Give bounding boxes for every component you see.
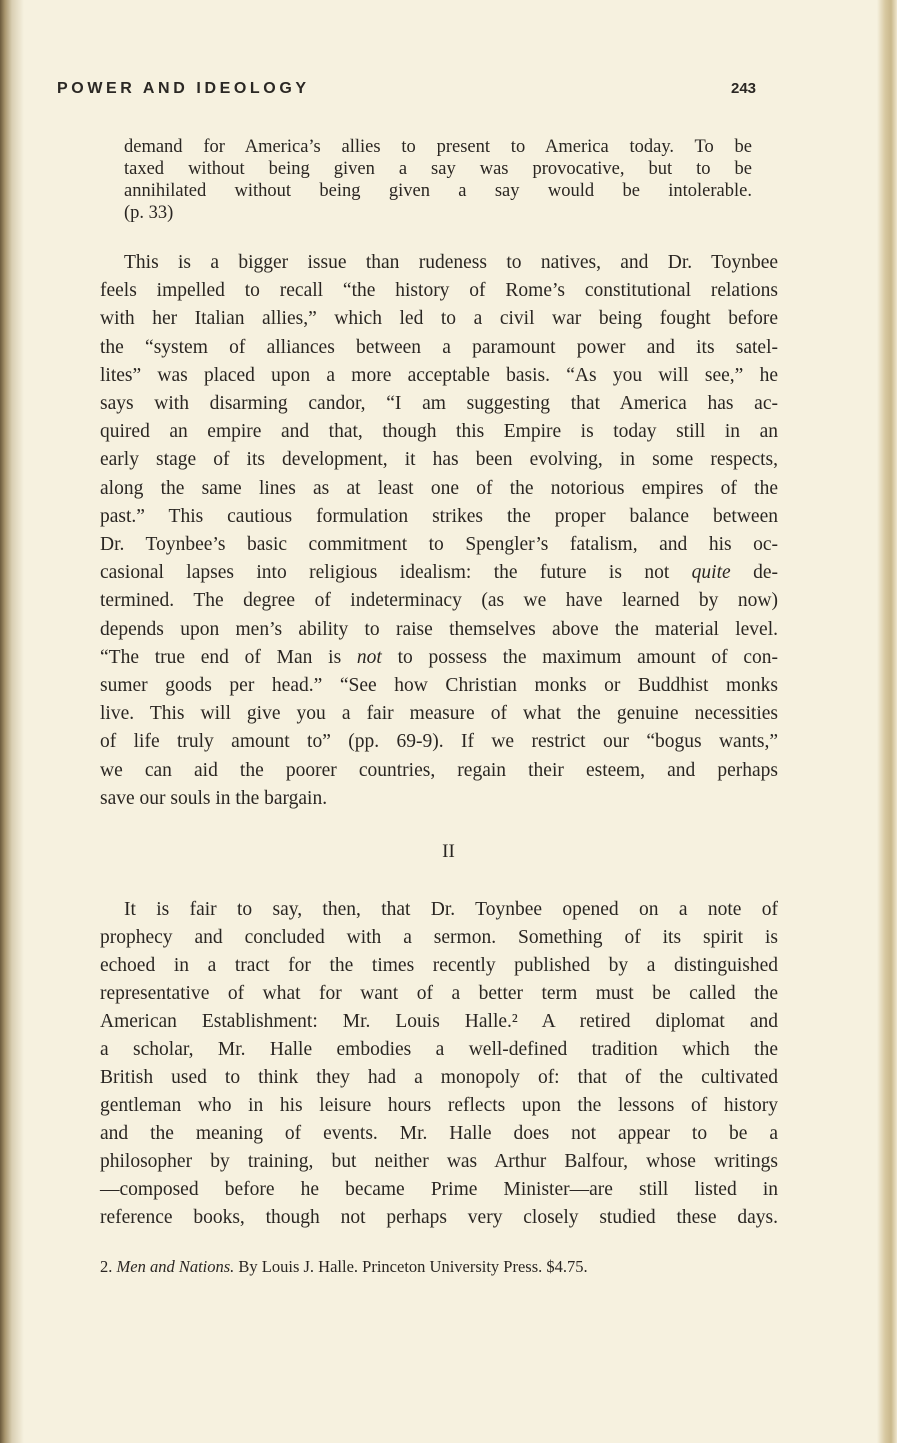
text-line: It is fair to say, then, that Dr. Toynbee opened on a note of (124, 899, 778, 920)
text-line: philosopher by training, but neither was Arthur Balfour, whose writings (100, 1151, 778, 1172)
text-line: we can aid the poorer countries, regain their esteem, and perhaps (100, 759, 778, 781)
paragraph-2 (100, 896, 778, 1232)
text-segment: “The true end of Man is (100, 646, 357, 668)
text-line: —composed before he became Prime Minister—are still listed in (100, 1179, 778, 1200)
text-line: save our souls in the bargain. (100, 787, 328, 809)
text-line: and the meaning of events. Mr. Halle does not appear to be a (100, 1123, 778, 1144)
text-line: depends upon men’s ability to raise themselves above the material level. (100, 618, 778, 640)
text-line: past.” This cautious formulation strikes the proper balance between (100, 505, 778, 527)
text-line: (p. 33) (124, 203, 174, 223)
text-line: a scholar, Mr. Halle embodies a well-defined tradition which the (100, 1039, 778, 1060)
text-line (100, 644, 778, 672)
text-line: along the same lines as at least one of the notorious empires of the (100, 477, 778, 499)
text-segment: casional lapses into religious idealism: the future is not (100, 562, 692, 584)
text-line: representative of what for want of a better term must be called the (100, 983, 778, 1004)
text-line: of life truly amount to” (pp. 69-9). If we restrict our “bogus wants,” (100, 731, 778, 753)
paragraph-1 (100, 249, 778, 813)
text-line: quired an empire and that, though this Empire is today still in an (100, 421, 778, 443)
running-header: POWER AND IDEOLOGY (57, 80, 310, 97)
text-line: sumer goods per head.” “See how Christian monks or Buddhist monks (100, 675, 778, 697)
text-line: This is a bigger issue than rudeness to natives, and Dr. Toynbee (124, 252, 778, 273)
text-line: early stage of its development, it has been evolving, in some respects, (100, 449, 778, 471)
section-heading: II (442, 841, 455, 862)
text-line: feels impelled to recall “the history of Rome’s constitutional relations (100, 280, 778, 302)
text-line: says with disarming candor, “I am suggesting that America has ac- (100, 393, 778, 415)
text-line: American Establishment: Mr. Louis Halle.² A retired diplomat and (100, 1011, 778, 1032)
text-line: lites” was placed upon a more acceptable basis. “As you will see,” he (100, 364, 778, 386)
text-line: Dr. Toynbee’s basic commitment to Spengler’s fatalism, and his oc- (100, 534, 778, 556)
text-line: echoed in a tract for the times recently published by a distinguished (100, 955, 778, 976)
page-number: 243 (731, 80, 757, 97)
text-line: demand for America’s allies to present to America today. To be (124, 137, 752, 157)
page-edge (877, 0, 897, 1443)
text-line: live. This will give you a fair measure of what the genuine necessities (100, 703, 778, 725)
footnote (100, 1257, 588, 1277)
footnote-book-title: Men and Nations. (116, 1257, 235, 1276)
text-segment: to possess the maximum amount of con- (381, 646, 778, 668)
text-line (100, 559, 778, 587)
text-line: termined. The degree of indeterminacy (as we have learned by now) (100, 590, 778, 612)
text-line: prophecy and concluded with a sermon. Something of its spirit is (100, 927, 778, 948)
text-line: annihilated without being given a say would be intolerable. (124, 181, 752, 201)
italic-text: quite (691, 562, 731, 584)
text-line: British used to think they had a monopoly of: that of the cultivated (100, 1067, 778, 1088)
book-binding-shadow (0, 0, 24, 1443)
text-line: gentleman who in his leisure hours reflects upon the lessons of history (100, 1095, 778, 1116)
block-quote (124, 136, 752, 224)
text-line: with her Italian allies,” which led to a civil war being fought before (100, 308, 778, 330)
footnote-number: 2. (100, 1257, 117, 1276)
footnote-citation: By Louis J. Halle. Princeton University Press. $4.75. (234, 1257, 588, 1276)
text-line: reference books, though not perhaps very closely studied these days. (100, 1207, 778, 1228)
italic-text: not (356, 646, 382, 668)
text-line: the “system of alliances between a paramount power and its satel- (100, 336, 778, 358)
text-segment: de- (730, 562, 778, 584)
text-line: taxed without being given a say was provocative, but to be (124, 159, 752, 179)
